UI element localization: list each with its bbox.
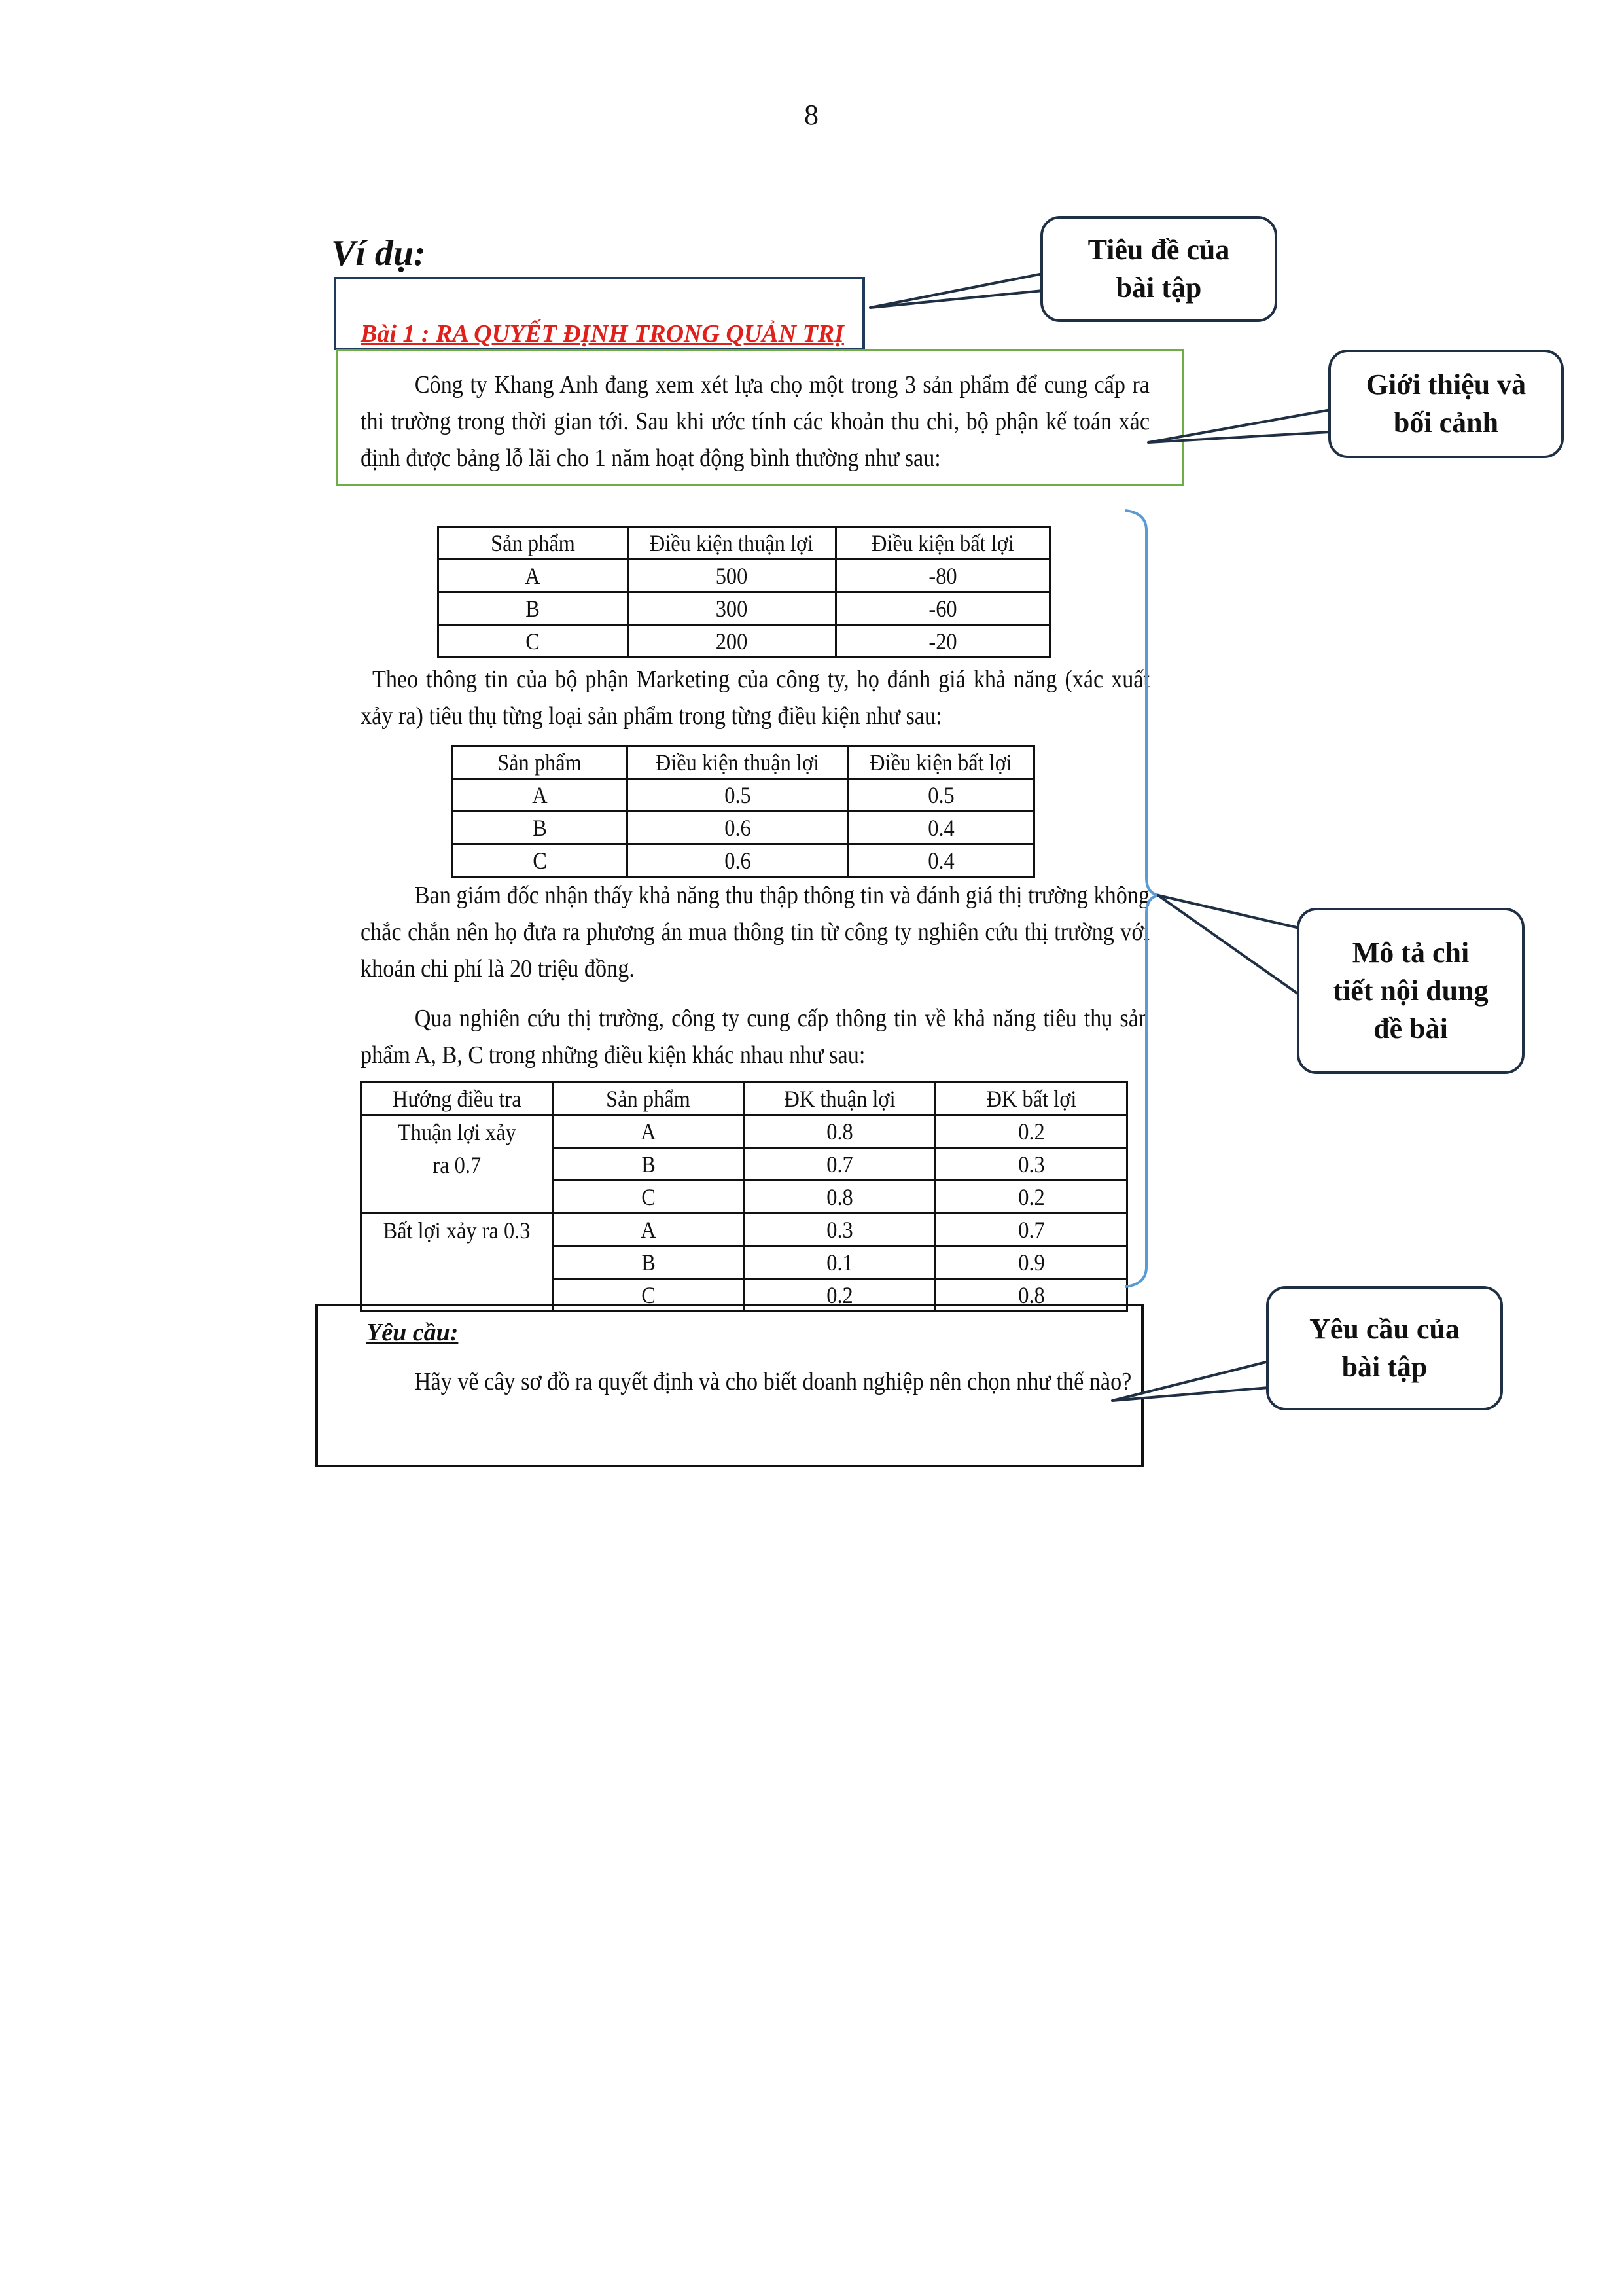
board-paragraph: Ban giám đốc nhận thấy khả năng thu thập thông tin và đánh giá thị trường không chắc chắn nên họ đưa ra phương án mua thông tin từ công ty nghiên cứu thị trường với khoản chi phí là 20 triệu đồng. [361,882,1150,982]
table-cell: A [438,560,628,592]
page-number: 8 [804,99,819,131]
requirement-label: Yêu cầu: [366,1319,459,1346]
table-cell: C [552,1181,744,1213]
table-header: Điều kiện bất lợi [836,527,1050,560]
table-header: Sản phẩm [453,746,627,779]
title-callout-pointer [870,274,1043,308]
survey-group-label: Thuận lợi xảy ra 0.7 [361,1115,553,1213]
table-cell: 0.8 [744,1115,936,1148]
detail-bracket [1125,511,1159,1287]
callout-intro: Giới thiệu và bối cảnh [1328,350,1564,458]
table-cell: 0.3 [744,1213,936,1246]
table-header: Hướng điều tra [361,1083,553,1115]
table-cell: -60 [836,592,1050,625]
table-cell: 0.2 [744,1279,936,1312]
detail-callout-pointer [1158,895,1299,995]
table-cell: 0.5 [627,779,848,812]
table-cell: 0.6 [627,812,848,844]
table-cell: 200 [627,625,836,658]
table-cell: 0.6 [627,844,848,877]
callout-detail: Mô tả chi tiết nội dung đề bài [1297,908,1525,1074]
table-header: ĐK bất lợi [936,1083,1127,1115]
table-cell: B [453,812,627,844]
table-cell: 0.5 [848,779,1034,812]
table-cell: A [453,779,627,812]
callout-title: Tiêu đề của bài tập [1040,216,1277,322]
marketing-paragraph: Theo thông tin của bộ phận Marketing của công ty, họ đánh giá khả năng (xác xuất xảy ra) tiêu thụ từng loại sản phẩm trong từng điều kiện như sau: [361,666,1150,730]
table-cell: C [552,1279,744,1312]
table-cell: 0.4 [848,844,1034,877]
table-cell: 300 [627,592,836,625]
table-cell: A [552,1115,744,1148]
survey-group-label: Bất lợi xảy ra 0.3 [361,1213,553,1312]
table-header: Sản phẩm [438,527,628,560]
table-header: Điều kiện thuận lợi [627,527,836,560]
table-cell: B [552,1148,744,1181]
table-cell: 500 [627,560,836,592]
example-heading: Ví dụ: [331,233,426,274]
requirement-callout-pointer [1112,1361,1269,1401]
table-cell: 0.9 [936,1246,1127,1279]
table-header: Điều kiện bất lợi [848,746,1034,779]
table-header: Sản phẩm [552,1083,744,1115]
table-cell: 0.7 [744,1148,936,1181]
table-header: Điều kiện thuận lợi [627,746,848,779]
exercise-title: Bài 1 : RA QUYẾT ĐỊNH TRONG QUẢN TRỊ [361,320,844,348]
table-cell: B [438,592,628,625]
table-cell: 0.7 [936,1213,1127,1246]
callout-requirement: Yêu cầu của bài tập [1266,1286,1503,1410]
table-cell: A [552,1213,744,1246]
table-header: ĐK thuận lợi [744,1083,936,1115]
table-cell: C [438,625,628,658]
table-cell: 0.2 [936,1115,1127,1148]
table-cell: B [552,1246,744,1279]
table-cell: 0.3 [936,1148,1127,1181]
table-cell: 0.8 [744,1181,936,1213]
table-cell: -20 [836,625,1050,658]
table-cell: 0.1 [744,1246,936,1279]
table-cell: 0.4 [848,812,1034,844]
table-cell: 0.8 [936,1279,1127,1312]
table-cell: 0.2 [936,1181,1127,1213]
research-paragraph: Qua nghiên cứu thị trường, công ty cung cấp thông tin về khả năng tiêu thụ sản phẩm A, B, C trong những điều kiện khác nhau như sau: [361,1005,1150,1069]
table-cell: C [453,844,627,877]
table-cell: -80 [836,560,1050,592]
intro-paragraph: Công ty Khang Anh đang xem xét lựa chọ một trong 3 sản phẩm để cung cấp ra thi trường trong thời gian tới. Sau khi ước tính các khoản thu chi, bộ phận kế toán xác định được bảng lỗ lãi cho 1 năm hoạt động bình thường như sau: [361,371,1150,472]
requirement-paragraph: Hãy vẽ cây sơ đồ ra quyết định và cho biết doanh nghiệp nên chọn như thế nào? [414,1368,1132,1395]
intro-callout-pointer [1148,410,1331,442]
